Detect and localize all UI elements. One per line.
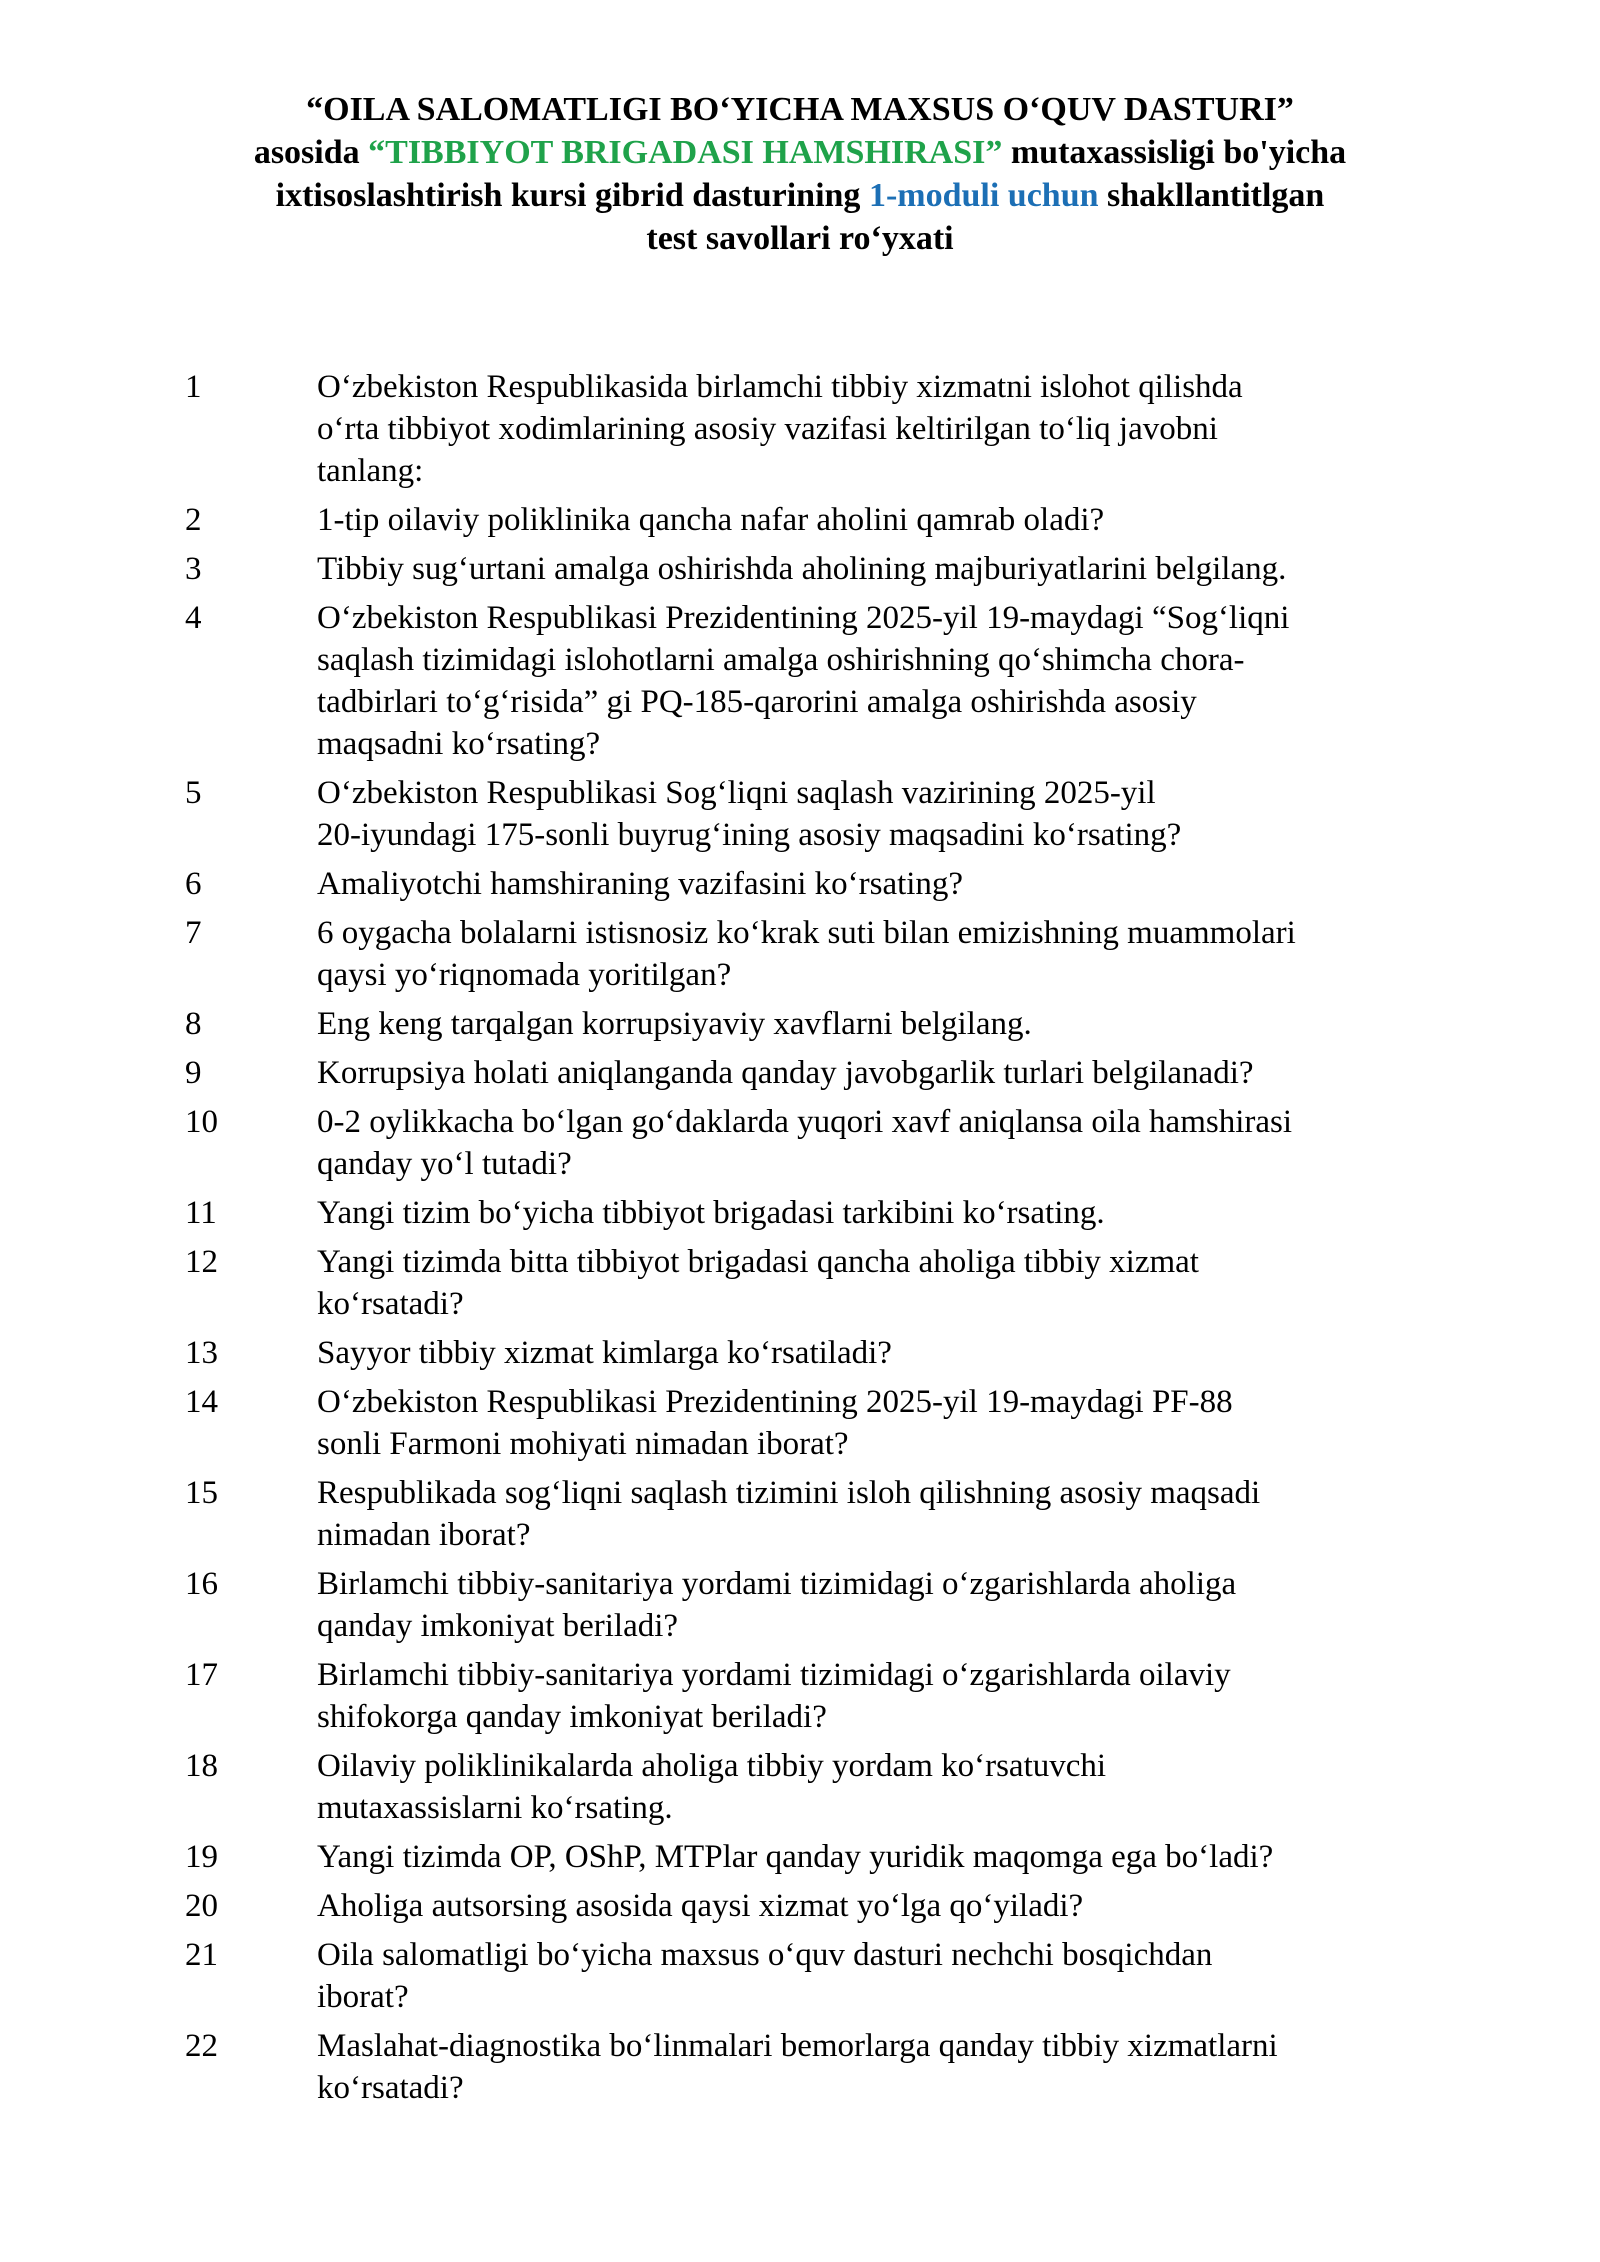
question-number: 22 [185, 2028, 218, 2064]
question-number: 4 [185, 600, 202, 636]
question-text: Birlamchi tibbiy-sanitariya yordami tizimidagi oʻzgarishlarda oilaviy shifokorga qanday imkoniyat beriladi? [317, 1657, 1231, 1735]
question-item [185, 499, 1435, 541]
question-number: 2 [185, 502, 202, 538]
question-number: 16 [185, 1566, 218, 1602]
question-text: Oilaviy poliklinikalarda aholiga tibbiy yordam koʻrsatuvchi mutaxassislarni koʻrsating. [317, 1748, 1107, 1826]
question-number: 1 [185, 369, 202, 405]
question-text: Oʻzbekiston Respublikasida birlamchi tibbiy xizmatni islohot qilishda oʻrta tibbiyot xodimlarining asosiy vazifasi keltirilgan toʻliq javobni tanlang: [317, 369, 1243, 489]
question-item [185, 1381, 1435, 1465]
question-number: 11 [185, 1195, 217, 1231]
question-item [185, 912, 1435, 996]
question-item [185, 1472, 1435, 1556]
question-number: 5 [185, 775, 202, 811]
question-text: Sayyor tibbiy xizmat kimlarga koʻrsatiladi? [317, 1335, 892, 1371]
title-line-2-prefix: asosida [253, 134, 369, 171]
specialty-name: “TIBBIYOT BRIGADASI HAMSHIRASI” [368, 134, 1003, 171]
question-item [185, 597, 1435, 765]
question-item [185, 1192, 1435, 1234]
question-item [185, 1241, 1435, 1325]
title-line-3-prefix: ixtisoslashtirish kursi gibrid dasturining [275, 177, 869, 214]
question-number: 21 [185, 1937, 218, 1973]
title-line-1: “OILA SALOMATLIGI BOʻYICHA MAXSUS OʻQUV DASTURI” [306, 91, 1294, 128]
question-text: Tibbiy sugʻurtani amalga oshirishda aholining majburiyatlarini belgilang. [317, 551, 1287, 587]
question-number: 13 [185, 1335, 218, 1371]
question-text: Oʻzbekiston Respublikasi Sogʻliqni saqlash vazirining 2025-yil 20-iyundagi 175-sonli buyrugʻining asosiy maqsadini koʻrsating? [317, 775, 1182, 853]
question-number: 17 [185, 1657, 218, 1693]
question-number: 7 [185, 915, 202, 951]
question-number: 19 [185, 1839, 218, 1875]
title-line-2 [180, 131, 1420, 174]
question-text: Yangi tizimda OP, OShP, MTPlar qanday yuridik maqomga ega boʻladi? [317, 1839, 1274, 1875]
question-text: Oʻzbekiston Respublikasi Prezidentining 2025-yil 19-maydagi PF-88 sonli Farmoni mohiyati nimadan iborat? [317, 1384, 1233, 1462]
question-text: Amaliyotchi hamshiraning vazifasini koʻrsating? [317, 866, 964, 902]
question-text: Respublikada sogʻliqni saqlash tizimini isloh qilishning asosiy maqsadi nimadan iborat? [317, 1475, 1261, 1553]
question-number: 15 [185, 1475, 218, 1511]
question-number: 9 [185, 1055, 202, 1091]
question-number: 10 [185, 1104, 218, 1140]
question-number: 3 [185, 551, 202, 587]
title-line-2-suffix: mutaxassisligi bo'yicha [1002, 134, 1347, 171]
question-item [185, 2025, 1435, 2109]
question-number: 14 [185, 1384, 218, 1420]
question-number: 8 [185, 1006, 202, 1042]
question-text: 0-2 oylikkacha boʻlgan goʻdaklarda yuqori xavf aniqlansa oila hamshirasi qanday yoʻl tutadi? [317, 1104, 1293, 1182]
question-item [185, 1101, 1435, 1185]
question-text: Maslahat-diagnostika boʻlinmalari bemorlarga qanday tibbiy xizmatlarni koʻrsatadi? [317, 2028, 1278, 2106]
question-text: Birlamchi tibbiy-sanitariya yordami tizimidagi oʻzgarishlarda aholiga qanday imkoniyat beriladi? [317, 1566, 1237, 1644]
question-item [185, 1052, 1435, 1094]
question-text: Oʻzbekiston Respublikasi Prezidentining 2025-yil 19-maydagi “Sogʻliqni saqlash tizimidagi islohotlarni amalga oshirishning qoʻshimcha chora- tadbirlari toʻgʻrisida” gi PQ-185-qarorini amalga oshirishda asosiy maqsadni koʻrsating? [317, 600, 1290, 762]
question-number: 12 [185, 1244, 218, 1280]
question-item [185, 1836, 1435, 1878]
title-line-3 [180, 174, 1420, 217]
question-number: 6 [185, 866, 202, 902]
question-item [185, 1003, 1435, 1045]
question-text: Korrupsiya holati aniqlanganda qanday javobgarlik turlari belgilanadi? [317, 1055, 1254, 1091]
question-item [185, 548, 1435, 590]
question-text: 1-tip oilaviy poliklinika qancha nafar aholini qamrab oladi? [317, 502, 1105, 538]
question-text: Aholiga autsorsing asosida qaysi xizmat yoʻlga qoʻyiladi? [317, 1888, 1084, 1924]
question-item [185, 1563, 1435, 1647]
document-title [180, 88, 1420, 260]
question-text: 6 oygacha bolalarni istisnosiz koʻkrak suti bilan emizishning muammolari qaysi yoʻriqnomada yoritilgan? [317, 915, 1296, 993]
title-line-3-suffix: shakllantitlgan [1098, 177, 1325, 214]
question-item [185, 1745, 1435, 1829]
title-line-4: test savollari roʻyxati [646, 220, 954, 257]
question-text: Yangi tizim boʻyicha tibbiyot brigadasi tarkibini koʻrsating. [317, 1195, 1105, 1231]
question-item [185, 1885, 1435, 1927]
question-item [185, 863, 1435, 905]
question-item [185, 366, 1435, 492]
question-number: 18 [185, 1748, 218, 1784]
question-item [185, 1332, 1435, 1374]
question-number: 20 [185, 1888, 218, 1924]
question-item [185, 772, 1435, 856]
question-item [185, 1654, 1435, 1738]
module-name: 1-moduli uchun [868, 177, 1099, 214]
question-text: Yangi tizimda bitta tibbiyot brigadasi qancha aholiga tibbiy xizmat koʻrsatadi? [317, 1244, 1199, 1322]
question-text: Eng keng tarqalgan korrupsiyaviy xavflarni belgilang. [317, 1006, 1032, 1042]
question-item [185, 1934, 1435, 2018]
question-text: Oila salomatligi boʻyicha maxsus oʻquv dasturi nechchi bosqichdan iborat? [317, 1937, 1213, 2015]
question-list [185, 366, 1435, 2116]
